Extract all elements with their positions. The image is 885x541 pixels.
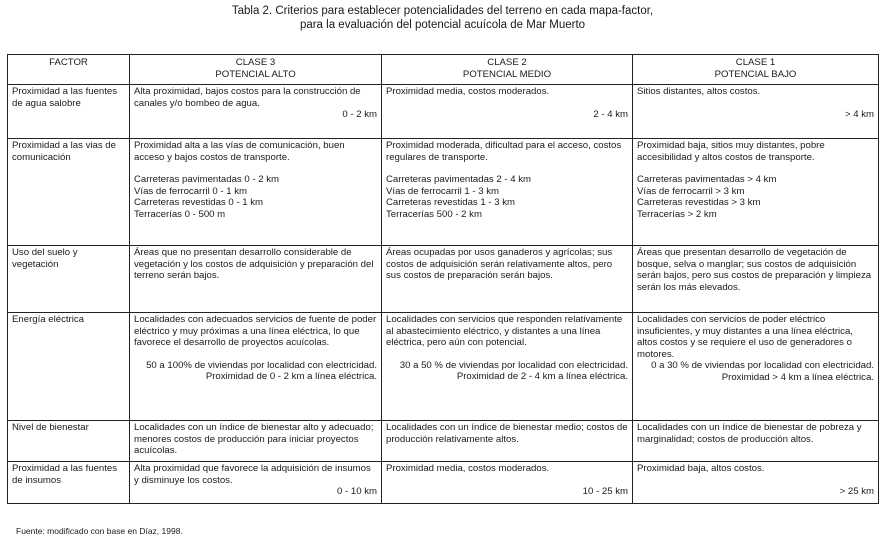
- cell-distance: > 4 km: [844, 108, 874, 120]
- cell-text: Proximidad moderada, dificultad para el acceso, costos regulares de transporte.: [386, 140, 622, 163]
- table-row: [8, 462, 879, 504]
- factor-cell: Proximidad a las vias de comunicación: [8, 139, 130, 246]
- list-item: Carreteras revestidas 1 - 3 km: [386, 197, 516, 209]
- list-item: Terracerías 0 - 500 m: [134, 208, 226, 220]
- clase1-cell: [633, 246, 879, 313]
- title-line-2: para la evaluación del potencial acuícola de Mar Muerto: [299, 19, 586, 31]
- list-item: Vías de ferrocarril > 3 km: [637, 185, 745, 197]
- table-row: [8, 85, 879, 139]
- cell-distance: > 25 km: [839, 485, 874, 497]
- header-clase2-sub: POTENCIAL MEDIO: [462, 68, 552, 80]
- clase2-cell: [382, 246, 633, 313]
- cell-text: Áreas que no presentan desarrollo considerable de vegetación y los costos de adquisición y preparación del terreno serán bajos.: [134, 247, 374, 282]
- table-row: [8, 421, 879, 462]
- clase2-cell: [382, 313, 633, 421]
- list-item: Carreteras pavimentadas 0 - 2 km: [134, 174, 280, 186]
- cell-text: Localidades con adecuados servicios de fuente de poder eléctrico y muy próximas a una línea eléctrica, lo que favorece el desarrollo de proyectos acuícolas.: [134, 314, 377, 349]
- header-factor: FACTOR: [8, 55, 130, 85]
- list-item: Carreteras revestidas > 3 km: [637, 197, 761, 209]
- cell-text: Localidades con servicios de poder eléctrico insuficientes, y muy distantes a una línea eléctrica, altos costos y se requiere el uso de generadores o motores.: [637, 314, 853, 360]
- factor-cell: Energía eléctrica: [8, 313, 130, 421]
- cell-note: 0 a 30 % de viviendas por localidad con electricidad.: [651, 360, 874, 372]
- cell-spacer: [637, 163, 874, 174]
- table-row: [8, 246, 879, 313]
- cell-text: Localidades con un índice de bienestar de pobreza y marginalidad; costos de producción altos.: [637, 422, 862, 445]
- table-row: [8, 313, 879, 421]
- cell-note: Proximidad de 2 - 4 km a línea eléctrica.: [456, 371, 628, 383]
- cell-text: Áreas ocupadas por usos ganaderos y agrícolas; sus costos de adquisición serán relativamente altos, pero sus costos de preparación serán bajos.: [386, 247, 613, 282]
- cell-text: Proximidad baja, sitios muy distantes, pobre accesibilidad y altos costos de transporte.: [637, 140, 825, 163]
- cell-text: Localidades con servicios que responden relativamente al abastecimiento eléctrico, y distantes a una línea eléctrica, pero aún con potencial.: [386, 314, 623, 349]
- clase3-cell: [130, 313, 382, 421]
- list-item: Carreteras pavimentadas 2 - 4 km: [386, 174, 532, 186]
- cell-note: Proximidad > 4 km a línea eléctrica.: [721, 371, 874, 383]
- cell-spacer: [386, 475, 628, 486]
- cell-note: Proximidad de 0 - 2 km a línea eléctrica.: [205, 371, 377, 383]
- header-row: [8, 55, 879, 85]
- clase3-cell: [130, 85, 382, 139]
- list-item: Terracerías > 2 km: [637, 208, 717, 220]
- clase1-cell: [633, 421, 879, 462]
- cell-text: Sitios distantes, altos costos.: [637, 86, 761, 97]
- header-clase3-label: CLASE 3: [235, 57, 276, 68]
- clase1-cell: [633, 462, 879, 504]
- cell-distance: 0 - 10 km: [337, 486, 377, 498]
- cell-text: Proximidad media, costos moderados.: [386, 86, 550, 97]
- clase3-cell: [130, 421, 382, 462]
- clase3-cell: [130, 246, 382, 313]
- table-row: [8, 139, 879, 246]
- cell-distance: 2 - 4 km: [593, 108, 628, 120]
- cell-spacer: [386, 163, 628, 174]
- cell-text: Proximidad media, costos moderados.: [386, 463, 550, 474]
- cell-spacer: [134, 163, 377, 174]
- clase1-cell: [633, 313, 879, 421]
- clase1-cell: [633, 139, 879, 246]
- clase1-cell: [633, 85, 879, 139]
- cell-spacer: [134, 349, 377, 360]
- list-item: Vías de ferrocarril 0 - 1 km: [134, 185, 248, 197]
- clase2-cell: [382, 421, 633, 462]
- cell-spacer: [637, 98, 874, 109]
- list-item: Vías de ferrocarril 1 - 3 km: [386, 185, 500, 197]
- cell-text: Localidades con un índice de bienestar alto y adecuado; menores costos de producción para iniciar proyectos acuícolas.: [134, 422, 374, 457]
- list-item: Terracerías 500 - 2 km: [386, 208, 482, 220]
- clase2-cell: [382, 462, 633, 504]
- cell-spacer: [386, 98, 628, 109]
- factor-cell: Nivel de bienestar: [8, 421, 130, 462]
- cell-text: Localidades con un índice de bienestar medio; costos de producción relativamente altos.: [386, 422, 628, 445]
- header-clase2: [382, 55, 633, 85]
- table-title: [0, 4, 885, 32]
- header-clase1-label: CLASE 1: [735, 57, 776, 68]
- cell-text: Alta proximidad que favorece la adquisición de insumos y disminuye los costos.: [134, 463, 371, 486]
- factor-cell: Proximidad a las fuentes de agua salobre: [8, 85, 130, 139]
- clase3-cell: [130, 139, 382, 246]
- cell-spacer: [386, 349, 628, 360]
- criteria-table: [7, 54, 879, 504]
- header-clase1: [633, 55, 879, 85]
- title-line-1: Tabla 2. Criterios para establecer potencialidades del terreno en cada mapa-factor,: [231, 5, 654, 17]
- cell-text: Proximidad baja, altos costos.: [637, 463, 765, 474]
- factor-cell: Uso del suelo y vegetación: [8, 246, 130, 313]
- cell-text: Áreas que presentan desarrollo de vegetación de bosque, selva o manglar; sus costos de adquisición serán bajos, pero sus costos de preparación y limpieza serán los más elevados.: [637, 247, 872, 293]
- cell-distance: 10 - 25 km: [582, 485, 628, 497]
- cell-spacer: [637, 475, 874, 486]
- cell-text: Proximidad alta a las vías de comunicación, buen acceso y bajos costos de transporte.: [134, 140, 345, 163]
- cell-distance: 0 - 2 km: [342, 109, 377, 121]
- clase2-cell: [382, 139, 633, 246]
- cell-note: 50 a 100% de viviendas por localidad con electricidad.: [146, 359, 377, 371]
- header-clase2-label: CLASE 2: [487, 57, 527, 68]
- cell-note: 30 a 50 % de viviendas por localidad con electricidad.: [399, 359, 628, 371]
- clase2-cell: [382, 85, 633, 139]
- cell-text: Alta proximidad, bajos costos para la construcción de canales y/o bombeo de agua.: [134, 86, 361, 109]
- header-clase3-sub: POTENCIAL ALTO: [215, 68, 296, 80]
- list-item: Carreteras pavimentadas > 4 km: [637, 174, 777, 186]
- source-note: Fuente: modificado con base en Díaz, 1998.: [16, 526, 183, 536]
- header-clase1-sub: POTENCIAL BAJO: [714, 68, 797, 80]
- factor-cell: Proximidad a las fuentes de insumos: [8, 462, 130, 504]
- header-clase3: [130, 55, 382, 85]
- clase3-cell: [130, 462, 382, 504]
- list-item: Carreteras revestidas 0 - 1 km: [134, 197, 264, 209]
